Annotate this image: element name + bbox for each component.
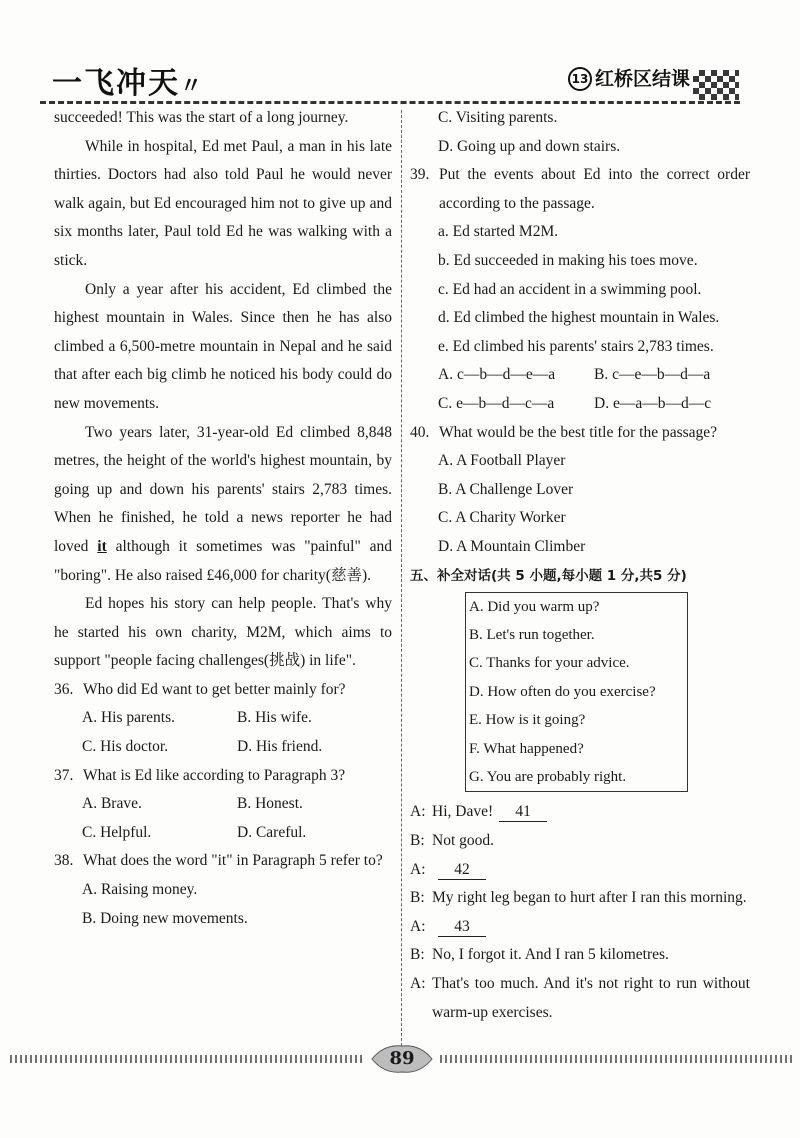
footer-border-right (440, 1055, 792, 1063)
option-c[interactable]: C. Helpful. (82, 823, 152, 841)
choice-d[interactable]: D. How often do you exercise? (469, 683, 656, 700)
choice-a[interactable]: A. Did you warm up? (469, 598, 600, 615)
dialogue-choices-box (465, 592, 688, 793)
choice-b[interactable]: B. Let's run together. (469, 626, 595, 643)
option-a[interactable]: A. Brave. (82, 795, 142, 813)
option-c[interactable]: C. His doctor. (82, 738, 169, 756)
event-a: a. Ed started M2M. (438, 223, 559, 241)
question-number: 40. (410, 423, 430, 441)
passage-paragraph-5: Ed hopes his story can help people. That's why he started his own charity, M2M, which aims to support "people facing challenges(挑战) in life". (54, 595, 392, 670)
option-b[interactable]: B. Honest. (237, 795, 303, 813)
column-divider (401, 110, 402, 1046)
answer-blank-41[interactable]: 41 (499, 803, 547, 822)
question-number: 37. (54, 766, 74, 784)
passage-paragraph-1: succeeded! This was the start of a long journey. (54, 109, 349, 126)
question-39-options (410, 361, 750, 418)
option-a[interactable]: A. c—b—d—e—a (438, 366, 556, 384)
page-footer (0, 1040, 800, 1080)
dialogue-line-5 (410, 913, 750, 942)
dialogue-text: Not good. (432, 831, 494, 849)
option-d[interactable]: D. His friend. (237, 738, 323, 756)
underlined-word-it: it (97, 537, 107, 555)
question-38-options-continued (410, 104, 750, 161)
dialogue-text: My right leg began to hurt after I ran this morning. (432, 889, 747, 907)
question-text: Who did Ed want to get better mainly for? (83, 680, 346, 698)
option-c[interactable]: C. Visiting parents. (438, 109, 558, 126)
option-d[interactable]: D. A Mountain Climber (438, 537, 586, 555)
event-b: b. Ed succeeded in making his toes move. (438, 251, 698, 269)
question-39 (410, 161, 750, 218)
dialogue-text: Hi, Dave! (432, 803, 494, 821)
choice-e[interactable]: E. How is it going? (469, 712, 586, 729)
question-text: Put the events about Ed into the correct order according to the passage. (439, 166, 750, 212)
dialogue-line-6 (410, 941, 750, 970)
speaker-label: A: (410, 860, 426, 878)
option-c[interactable]: C. A Charity Worker (438, 509, 566, 527)
option-b[interactable]: B. c—e—b—d—a (594, 366, 711, 384)
option-a[interactable]: A. A Football Player (438, 452, 566, 470)
speaker-label: B: (410, 946, 425, 964)
question-37-options (54, 790, 392, 847)
option-d[interactable]: D. Careful. (237, 823, 307, 841)
question-number: 39. (410, 166, 430, 184)
option-c[interactable]: C. e—b—d—c—a (438, 394, 555, 412)
option-b[interactable]: B. His wife. (237, 709, 312, 727)
question-36-options (54, 704, 392, 761)
footer-border-left (10, 1055, 365, 1063)
question-39-events (410, 218, 750, 361)
option-a[interactable]: A. Raising money. (82, 881, 198, 899)
answer-blank-42[interactable]: 42 (438, 861, 486, 880)
dialogue-text: That's too much. And it's not right to run without warm-up exercises. (432, 974, 750, 1021)
right-column (410, 104, 750, 1027)
speaker-label: A: (410, 803, 426, 821)
brand-mark: 〃 (180, 74, 205, 99)
district-tag (568, 64, 690, 91)
option-b[interactable]: B. Doing new movements. (82, 909, 248, 927)
choice-f[interactable]: F. What happened? (469, 740, 584, 757)
question-37 (54, 762, 392, 791)
question-40-options (410, 447, 750, 561)
answer-blank-43[interactable]: 43 (438, 918, 486, 937)
dialogue-line-1 (410, 798, 750, 827)
passage-paragraph-4 (54, 419, 392, 591)
speaker-label: B: (410, 889, 425, 907)
dialogue-text: No, I forgot it. And I ran 5 kilometres. (432, 946, 669, 964)
circle-number-badge: 13 (568, 67, 592, 91)
section-5-title: 五、补全对话(共 5 小题,每小题 1 分,共5 分) (410, 567, 687, 584)
brand-text: 一飞冲天 (52, 66, 180, 101)
question-text: What is Ed like according to Paragraph 3? (83, 766, 346, 784)
option-a[interactable]: A. His parents. (82, 709, 175, 727)
dialogue-line-2 (410, 827, 750, 856)
choice-c[interactable]: C. Thanks for your advice. (469, 655, 630, 672)
dialogue-line-7 (410, 970, 750, 1027)
event-d: d. Ed climbed the highest mountain in Wales. (438, 309, 720, 327)
option-d[interactable]: D. Going up and down stairs. (438, 137, 621, 155)
dialogue-line-4 (410, 884, 750, 913)
checker-pattern-decoration (693, 70, 739, 100)
question-40 (410, 419, 750, 448)
speaker-label: B: (410, 831, 425, 849)
question-36 (54, 676, 392, 705)
question-number: 36. (54, 680, 74, 698)
speaker-label: A: (410, 917, 426, 935)
paragraph-4-part-b: although it sometimes was "painful" and "boring". He also raised £46,000 for charity(慈善). (54, 537, 392, 584)
question-text: What would be the best title for the passage? (439, 423, 718, 441)
district-label: 红桥区结课 (595, 68, 691, 90)
option-d[interactable]: D. e—a—b—d—c (594, 394, 712, 412)
page-number: 89 (389, 1048, 415, 1069)
page-number-badge (370, 1042, 434, 1076)
option-b[interactable]: B. A Challenge Lover (438, 480, 574, 498)
brand-logo (52, 58, 204, 102)
passage-paragraph-3: Only a year after his accident, Ed climbed the highest mountain in Wales. Since then he has also climbed a 6,500-metre mountain in Nepal and he said that after each big climb he noticed his body could do new movements. (54, 280, 392, 412)
paragraph-4-part-a: Two years later, 31-year-old Ed climbed 8,848 metres, the height of the world's highest mountain, by going up and down his parents' stairs 2,783 times. When he finished, he told a news reporter he had loved (54, 423, 392, 555)
left-column (54, 104, 392, 933)
speaker-label: A: (410, 974, 426, 992)
question-number: 38. (54, 852, 74, 870)
question-38 (54, 847, 392, 876)
choice-g[interactable]: G. You are probably right. (469, 768, 627, 785)
question-text: What does the word "it" in Paragraph 5 refer to? (83, 852, 383, 870)
dialogue-line-3 (410, 856, 750, 885)
passage-paragraph-2: While in hospital, Ed met Paul, a man in his late thirties. Doctors had also told Paul he would never walk again, but Ed encouraged him not to give up and six months later, Paul told Ed he was walking with a stick. (54, 137, 392, 269)
event-c: c. Ed had an accident in a swimming pool. (438, 280, 702, 298)
question-38-options (54, 876, 392, 933)
event-e: e. Ed climbed his parents' stairs 2,783 times. (438, 337, 714, 355)
